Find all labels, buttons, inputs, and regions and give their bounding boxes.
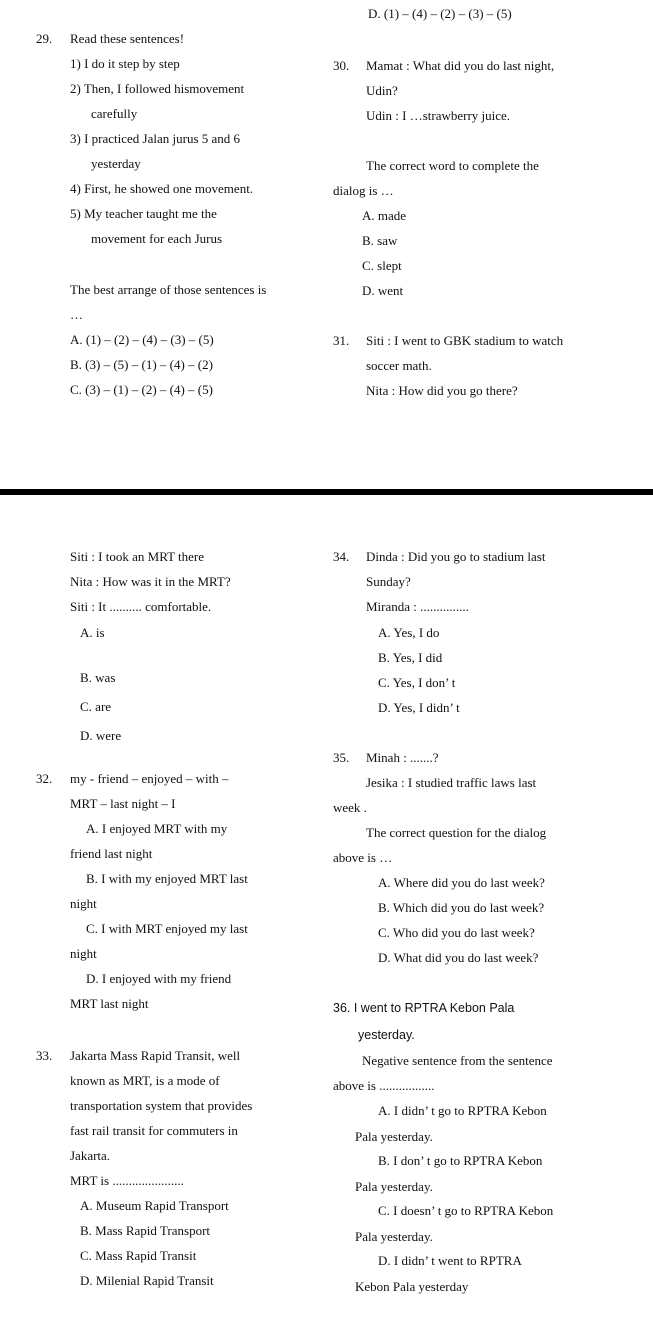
q36-option-a-cont: Pala yesterday. [355, 1129, 433, 1144]
q36-option-c[interactable]: C. I doesn’ t go to RPTRA Kebon [378, 1203, 554, 1218]
q29-sentence: 5) My teacher taught me the [70, 206, 217, 221]
q35-dialog-line: week . [333, 800, 367, 815]
q36-option-d[interactable]: D. I didn’ t went to RPTRA [378, 1253, 522, 1268]
q29-sentence: 1) I do it step by step [70, 56, 180, 71]
q32-words: MRT – last night – I [70, 796, 176, 811]
q35-option-d[interactable]: D. What did you do last week? [378, 950, 539, 965]
q31-option-b[interactable]: B. was [80, 670, 116, 685]
q33-text-line: fast rail transit for commuters in [70, 1123, 238, 1138]
q36-option-b[interactable]: B. I don’ t go to RPTRA Kebon [378, 1153, 543, 1168]
q35-dialog-line: Minah : .......? [366, 750, 439, 765]
q36-sentence: 36. I went to RPTRA Kebon Pala [333, 1001, 515, 1015]
q34-option-d[interactable]: D. Yes, I didn’ t [378, 700, 460, 715]
q32-option-a[interactable]: A. I enjoyed MRT with my [86, 821, 228, 836]
q33-number: 33. [36, 1048, 53, 1063]
q35-option-a[interactable]: A. Where did you do last week? [378, 875, 545, 890]
q36-option-a[interactable]: A. I didn’ t go to RPTRA Kebon [378, 1103, 547, 1118]
q30-number: 30. [333, 58, 350, 73]
q30-option-d[interactable]: D. went [362, 283, 404, 298]
q32-option-b-cont: night [70, 896, 97, 911]
q30-option-b[interactable]: B. saw [362, 233, 398, 248]
q33-text-line: transportation system that provides [70, 1098, 253, 1113]
q29-sentence: 2) Then, I followed hismovement [70, 81, 245, 96]
q33-option-d[interactable]: D. Milenial Rapid Transit [80, 1273, 214, 1288]
q34-option-a[interactable]: A. Yes, I do [378, 625, 440, 640]
q31-dialog-line: Nita : How was it in the MRT? [70, 574, 231, 589]
q34-dialog-line: Sunday? [366, 574, 411, 589]
q36-option-d-cont: Kebon Pala yesterday [355, 1279, 469, 1294]
q36-sentence-cont: yesterday. [358, 1028, 415, 1042]
q29-prompt-cont: … [70, 307, 83, 322]
q32-option-c[interactable]: C. I with MRT enjoyed my last [86, 921, 248, 936]
q31-dialog-line: Siti : I took an MRT there [70, 549, 205, 564]
q29-sentence: yesterday [91, 156, 141, 171]
q30-option-c[interactable]: C. slept [362, 258, 402, 273]
q29-option-a[interactable]: A. (1) – (2) – (4) – (3) – (5) [70, 332, 214, 347]
q35-option-b[interactable]: B. Which did you do last week? [378, 900, 545, 915]
q31-dialog-line: Siti : It .......... comfortable. [70, 599, 212, 614]
q34-dialog-line: Dinda : Did you go to stadium last [366, 549, 546, 564]
q33-option-b[interactable]: B. Mass Rapid Transport [80, 1223, 211, 1238]
q35-prompt-cont: above is … [333, 850, 393, 865]
q34-dialog-line: Miranda : ............... [366, 599, 469, 614]
q36-prompt-cont: above is ................. [333, 1078, 435, 1093]
q32-words: my - friend – enjoyed – with – [70, 771, 229, 786]
q30-dialog-line: Mamat : What did you do last night, [366, 58, 555, 73]
q31-option-c[interactable]: C. are [80, 699, 112, 714]
q31-option-a[interactable]: A. is [80, 625, 105, 640]
q29-sentence: 3) I practiced Jalan jurus 5 and 6 [70, 131, 241, 146]
q31-option-d[interactable]: D. were [80, 728, 122, 743]
q29-prompt: The best arrange of those sentences is [70, 282, 267, 297]
q32-option-b[interactable]: B. I with my enjoyed MRT last [86, 871, 248, 886]
q32-option-c-cont: night [70, 946, 97, 961]
q29-sentence: movement for each Jurus [91, 231, 223, 246]
q31-dialog-line: soccer math. [366, 358, 432, 373]
q29-number: 29. [36, 31, 53, 46]
q36-prompt: Negative sentence from the sentence [362, 1053, 553, 1068]
q32-option-d[interactable]: D. I enjoyed with my friend [86, 971, 232, 986]
q36-option-c-cont: Pala yesterday. [355, 1229, 433, 1244]
q34-option-b[interactable]: B. Yes, I did [378, 650, 443, 665]
q34-option-c[interactable]: C. Yes, I don’ t [378, 675, 456, 690]
q30-dialog-line: Udin : I …strawberry juice. [366, 108, 511, 123]
q28-option-d: D. (1) – (4) – (2) – (3) – (5) [368, 6, 512, 21]
q31-dialog-line: Nita : How did you go there? [366, 383, 518, 398]
q33-text-line: MRT is ...................... [70, 1173, 184, 1188]
q29-sentence: 4) First, he showed one movement. [70, 181, 254, 196]
q35-prompt: The correct question for the dialog [366, 825, 547, 840]
q30-dialog-line: Udin? [366, 83, 398, 98]
q29-option-c[interactable]: C. (3) – (1) – (2) – (4) – (5) [70, 382, 213, 397]
q29-option-b[interactable]: B. (3) – (5) – (1) – (4) – (2) [70, 357, 213, 372]
q34-number: 34. [333, 549, 350, 564]
q29-title: Read these sentences! [70, 31, 185, 46]
q35-number: 35. [333, 750, 350, 765]
q29-sentence: carefully [91, 106, 138, 121]
q32-option-a-cont: friend last night [70, 846, 153, 861]
q30-prompt: The correct word to complete the [366, 158, 539, 173]
q35-option-c[interactable]: C. Who did you do last week? [378, 925, 535, 940]
q32-number: 32. [36, 771, 53, 786]
q31-number: 31. [333, 333, 350, 348]
q30-option-a[interactable]: A. made [362, 208, 407, 223]
q32-option-d-cont: MRT last night [70, 996, 149, 1011]
page-divider [0, 489, 653, 495]
q33-text-line: Jakarta Mass Rapid Transit, well [70, 1048, 241, 1063]
q30-prompt-cont: dialog is … [333, 183, 394, 198]
q33-option-a[interactable]: A. Museum Rapid Transport [80, 1198, 229, 1213]
q31-dialog-line: Siti : I went to GBK stadium to watch [366, 333, 564, 348]
q35-dialog-line: Jesika : I studied traffic laws last [366, 775, 537, 790]
q36-option-b-cont: Pala yesterday. [355, 1179, 433, 1194]
q33-text-line: Jakarta. [70, 1148, 111, 1163]
q33-option-c[interactable]: C. Mass Rapid Transit [80, 1248, 197, 1263]
q33-text-line: known as MRT, is a mode of [70, 1073, 220, 1088]
